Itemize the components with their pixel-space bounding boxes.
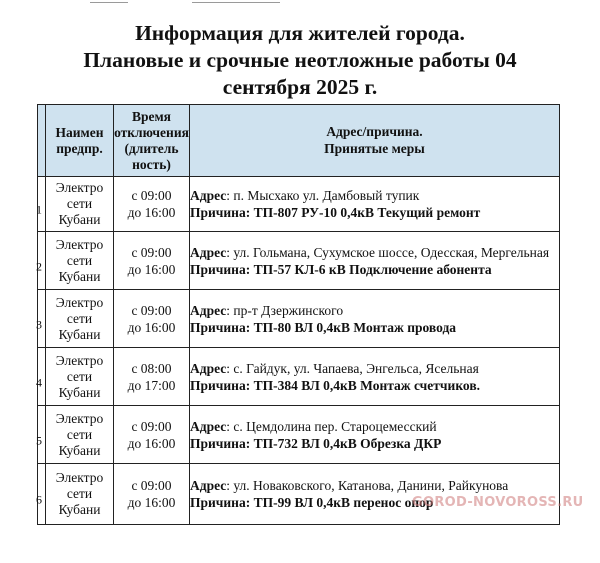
- row-time-cell: [114, 232, 190, 290]
- row-org-line: Электро: [55, 410, 104, 426]
- row-number-cell: [38, 406, 46, 464]
- table-row: [38, 232, 560, 290]
- row-address-text: : пр-т Дзержинского: [226, 302, 344, 318]
- row-org-line: Кубани: [58, 212, 101, 227]
- header-time-line: ность): [132, 156, 171, 172]
- row-address: [190, 477, 559, 494]
- row-org-line: Электро: [55, 470, 104, 485]
- header-org-line: предпр.: [56, 140, 103, 156]
- table-row: [38, 177, 560, 232]
- row-org-line: сети: [66, 426, 93, 442]
- row-org-cell: [46, 464, 114, 525]
- row-address-label: Адрес: [190, 188, 227, 203]
- header-org-cell: [46, 105, 114, 177]
- row-org-line: Кубани: [58, 502, 101, 517]
- header-org-line: Наимен: [55, 124, 104, 140]
- row-reason: Причина: ТП-80 ВЛ 0,4кВ Монтаж провода: [190, 319, 457, 335]
- row-number-cell: [38, 348, 46, 406]
- row-number: 5: [36, 433, 42, 447]
- row-address-cell: [190, 177, 560, 232]
- row-reason: Причина: ТП-384 ВЛ 0,4кВ Монтаж счетчиков.: [190, 377, 480, 393]
- row-address-text: : п. Мысхако ул. Дамбовый тупик: [226, 188, 420, 203]
- row-reason: Причина: ТП-99 ВЛ 0,4кВ перенос опор: [190, 495, 434, 510]
- row-org-line: сети: [66, 310, 93, 326]
- row-address-text: : ул. Гольмана, Сухумское шоссе, Одесская, Мергельная: [226, 244, 550, 260]
- row-address-cell: [190, 232, 560, 290]
- header-address-cell: [190, 105, 560, 177]
- row-org-line: Электро: [55, 352, 104, 368]
- row-time-cell: [114, 406, 190, 464]
- row-address-text: : с. Гайдук, ул. Чапаева, Энгельса, Ясельная: [226, 360, 479, 376]
- top-rule-left: [90, 2, 128, 3]
- row-address-cell: [190, 406, 560, 464]
- header-address-line: Принятые меры: [324, 140, 425, 156]
- row-number: 4: [36, 375, 42, 389]
- header-time-line: (длитель: [124, 140, 179, 156]
- row-org-line: Электро: [55, 180, 104, 195]
- row-time-line: с 09:00: [131, 478, 172, 493]
- row-org-line: Кубани: [58, 442, 101, 458]
- row-org-line: сети: [66, 196, 93, 211]
- top-rule-right: [192, 2, 280, 3]
- row-org-line: Кубани: [58, 384, 101, 400]
- row-time-cell: [114, 464, 190, 525]
- table-header-row: [38, 105, 560, 177]
- row-number-cell: [38, 232, 46, 290]
- row-number: 3: [36, 317, 42, 331]
- header-address-line: Адрес/причина.: [326, 124, 423, 139]
- row-address-cell: [190, 348, 560, 406]
- site-watermark: GOROD-NOVOROSS.RU: [412, 495, 584, 510]
- row-address-text: : с. Цемдолина пер. Староцемесский: [226, 418, 437, 434]
- row-time-cell: [114, 177, 190, 232]
- row-time-line: до 16:00: [127, 205, 176, 220]
- row-org-cell: [46, 232, 114, 290]
- row-time-line: с 09:00: [131, 302, 172, 318]
- table-row: [38, 348, 560, 406]
- page-title: [0, 20, 600, 101]
- table-row: [38, 406, 560, 464]
- title-line-2: Плановые и срочные неотложные работы 04: [83, 48, 517, 72]
- header-time-cell: [114, 105, 190, 177]
- row-time-line: с 08:00: [131, 360, 172, 376]
- row-address: [190, 360, 559, 377]
- row-address-cell: [190, 464, 560, 525]
- title-line-3: сентября 2025 г.: [222, 75, 378, 99]
- header-time-line: Время: [131, 108, 171, 124]
- row-org-line: Электро: [55, 236, 104, 252]
- row-number: 2: [36, 259, 42, 273]
- schedule-table: [37, 104, 560, 525]
- title-line-1: Информация для жителей города.: [135, 21, 465, 45]
- row-time-cell: [114, 290, 190, 348]
- row-address-label: Адрес: [190, 244, 227, 260]
- row-time-line: до 16:00: [127, 435, 176, 451]
- row-time-line: до 16:00: [127, 319, 176, 335]
- row-time-line: с 09:00: [131, 418, 172, 434]
- row-org-line: Кубани: [58, 268, 101, 284]
- row-address-label: Адрес: [190, 478, 227, 493]
- row-number: 6: [36, 492, 42, 507]
- row-time-line: до 16:00: [127, 495, 176, 510]
- row-address-label: Адрес: [190, 360, 227, 376]
- row-address: [190, 244, 559, 261]
- row-time-line: до 17:00: [127, 377, 176, 393]
- row-time-line: до 16:00: [127, 261, 176, 277]
- row-org-line: сети: [66, 486, 93, 501]
- row-time-cell: [114, 348, 190, 406]
- row-org-line: Электро: [55, 294, 104, 310]
- row-time-line: с 09:00: [131, 244, 172, 260]
- row-address-cell: [190, 290, 560, 348]
- row-number: 1: [36, 202, 42, 217]
- row-org-line: сети: [66, 252, 93, 268]
- row-address: [190, 302, 559, 319]
- row-address-text: : ул. Новаковского, Катанова, Данини, Райкунова: [226, 478, 509, 493]
- row-number-cell: [38, 290, 46, 348]
- table-row: [38, 290, 560, 348]
- row-org-line: сети: [66, 368, 93, 384]
- header-number-cell: [38, 105, 46, 177]
- row-address-label: Адрес: [190, 302, 227, 318]
- row-org-cell: [46, 406, 114, 464]
- row-number-cell: [38, 464, 46, 525]
- header-time-line: отключения: [114, 124, 189, 140]
- row-reason: Причина: ТП-57 КЛ-6 кВ Подключение абонента: [190, 261, 492, 277]
- row-org-cell: [46, 348, 114, 406]
- row-address-label: Адрес: [190, 418, 227, 434]
- row-time-line: с 09:00: [131, 188, 172, 203]
- row-address: [190, 418, 559, 435]
- row-address: [190, 187, 559, 204]
- row-org-cell: [46, 177, 114, 232]
- row-reason: Причина: ТП-732 ВЛ 0,4кВ Обрезка ДКР: [190, 435, 442, 451]
- row-org-cell: [46, 290, 114, 348]
- row-number-cell: [38, 177, 46, 232]
- row-org-line: Кубани: [58, 326, 101, 342]
- row-reason: Причина: ТП-807 РУ-10 0,4кВ Текущий ремонт: [190, 205, 481, 220]
- table-row: [38, 464, 560, 525]
